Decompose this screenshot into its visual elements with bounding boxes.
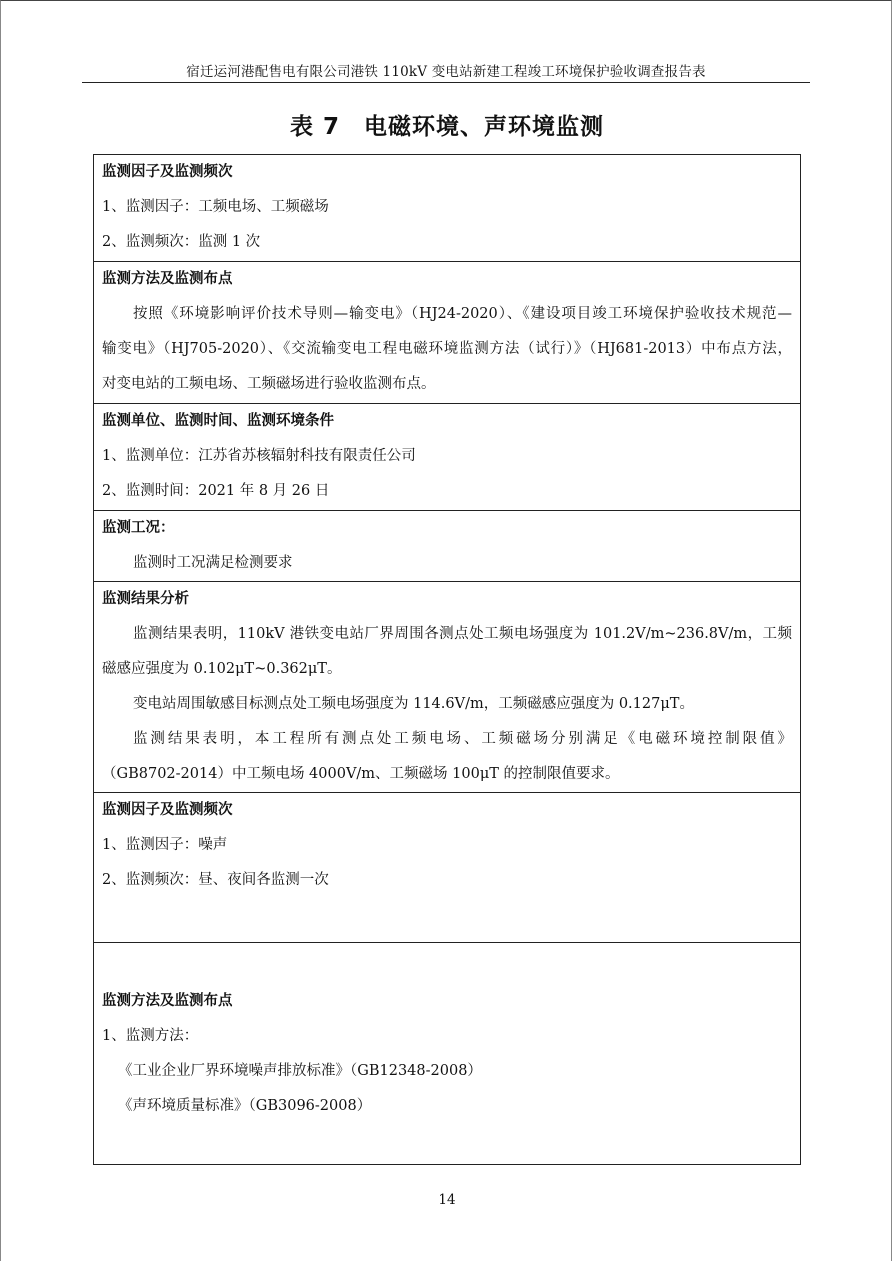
- text-line: 1、监测方法：: [102, 1028, 199, 1044]
- text-line: 2、监测频次：监测 1 次: [102, 234, 261, 250]
- page-number: 14: [438, 1192, 456, 1208]
- text-line: 1、监测因子：工频电场、工频磁场: [102, 199, 329, 215]
- section-heading: 监测方法及监测布点: [102, 993, 233, 1009]
- section-noise-factors: [94, 792, 800, 942]
- text-line: 监测结果表明，110kV 港铁变电站厂界周围各测点处工频电场强度为 101.2V/m~236.8V/m，工频: [133, 626, 792, 642]
- section-results: [94, 581, 800, 792]
- text-line: 监测结果表明，本工程所有测点处工频电场、工频磁场分别满足《电磁环境控制限值》: [133, 731, 792, 747]
- text-line: 1、监测单位：江苏省苏核辐射科技有限责任公司: [102, 448, 416, 464]
- text-line: 对变电站的工频电场、工频磁场进行验收监测布点。: [102, 376, 436, 392]
- text-line: 监测时工况满足检测要求: [133, 555, 293, 571]
- running-header: 宿迁运河港配售电有限公司港铁 110kV 变电站新建工程竣工环境保护验收调查报告表: [186, 64, 706, 80]
- text-line: 磁感应强度为 0.102μT~0.362μT。: [102, 661, 342, 677]
- section-heading: 监测单位、监测时间、监测环境条件: [102, 413, 334, 429]
- header-rule: [82, 82, 810, 83]
- section-noise-method: [94, 942, 800, 1164]
- section-heading: 监测方法及监测布点: [102, 271, 233, 287]
- section-em-factors: [94, 155, 800, 261]
- text-line: 输变电》（HJ705-2020）、《交流输变电工程电磁环境监测方法（试行）》（HJ681-2013）中布点方法，: [102, 341, 792, 357]
- section-em-method: [94, 261, 800, 403]
- section-heading: 监测因子及监测频次: [102, 164, 233, 180]
- text-line: 2、监测时间：2021 年 8 月 26 日: [102, 483, 330, 499]
- section-heading: 监测工况：: [102, 520, 175, 536]
- text-line: 按照《环境影响评价技术导则—输变电》（HJ24-2020）、《建设项目竣工环境保护验收技术规范—: [133, 306, 792, 322]
- text-line: 《声环境质量标准》（GB3096-2008）: [118, 1098, 372, 1114]
- text-line: 2、监测频次：昼、夜间各监测一次: [102, 872, 329, 888]
- section-heading: 监测结果分析: [102, 591, 189, 607]
- section-conditions: [94, 510, 800, 581]
- section-unit-time: [94, 403, 800, 510]
- section-heading: 监测因子及监测频次: [102, 802, 233, 818]
- monitoring-table: [93, 154, 801, 1165]
- table-title: 表 7 电磁环境、声环境监测: [289, 114, 604, 140]
- text-line: （GB8702-2014）中工频电场 4000V/m、工频磁场 100μT 的控制限值要求。: [102, 766, 620, 782]
- text-line: 《工业企业厂界环境噪声排放标准》（GB12348-2008）: [118, 1063, 482, 1079]
- text-line: 变电站周围敏感目标测点处工频电场强度为 114.6V/m，工频磁感应强度为 0.127μT。: [133, 696, 694, 712]
- text-line: 1、监测因子：噪声: [102, 837, 228, 853]
